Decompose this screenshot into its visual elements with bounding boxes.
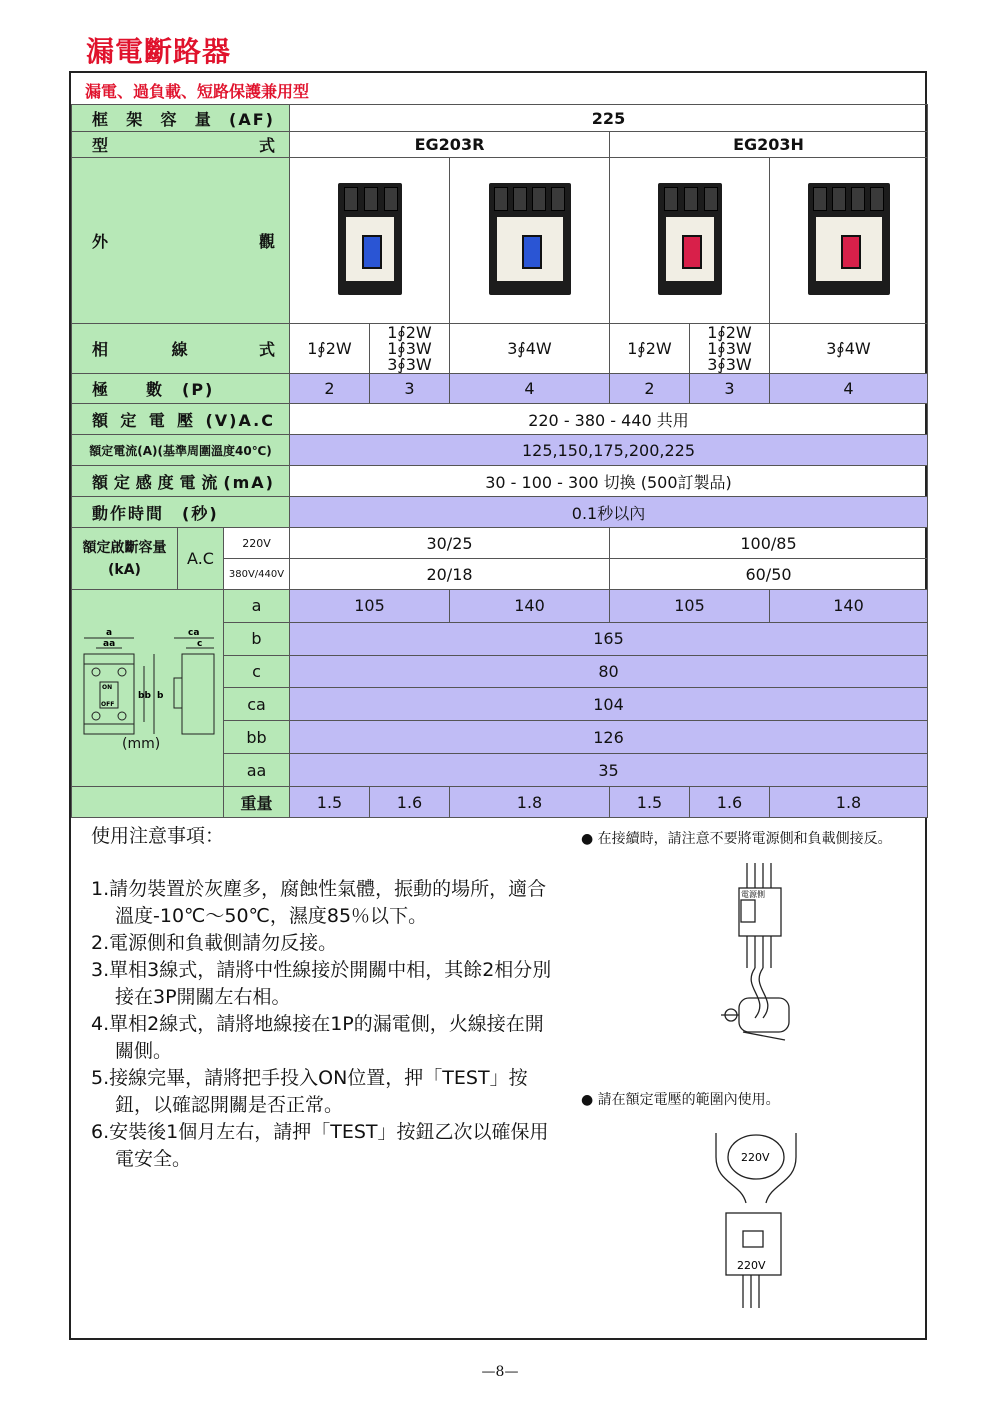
diagram-label-bb: bb xyxy=(138,691,151,701)
dim-label: c xyxy=(224,655,290,688)
diagram-label-b: b xyxy=(157,691,164,701)
weight-cell: 1.8 xyxy=(770,787,928,818)
breaking-cell: 60/50 xyxy=(610,559,928,590)
dim-cell: 105 xyxy=(290,590,450,623)
label-appearance-right: 觀 xyxy=(258,232,275,251)
voltage-220: 220V xyxy=(224,528,290,559)
dimension-diagram-cell xyxy=(72,590,224,787)
poles-cell: 3 xyxy=(690,374,770,404)
spec-table xyxy=(71,104,928,818)
phase-cell: 3∮4W xyxy=(770,324,928,374)
breaker-image xyxy=(489,183,571,295)
row-frame-capacity xyxy=(72,105,928,132)
page-title: 漏電斷路器 xyxy=(86,35,232,68)
page-number: —8— xyxy=(481,1364,519,1380)
diagram-label-a: a xyxy=(106,628,113,638)
value-sensitivity: 30 - 100 - 300 切換 (500訂製品) xyxy=(290,466,928,497)
subtitle: 漏電、過負載、短路保護兼用型 xyxy=(85,82,310,101)
dim-label: a xyxy=(224,590,290,623)
label-poles: 極 數 (P) xyxy=(72,374,290,404)
poles-cell: 2 xyxy=(290,374,370,404)
dim-cell: 35 xyxy=(290,754,928,787)
note-item: 3.單相3線式，請將中性線接於開關中相，其餘2相分別接在3P開關左右相。 xyxy=(91,959,552,1008)
label-breaking-capacity: 額定啟斷容量 (kA) xyxy=(72,528,178,590)
value-rated-current: 125,150,175,200,225 xyxy=(290,435,928,466)
row-poles xyxy=(72,374,928,404)
label-frame-capacity: 框架容量(AF) xyxy=(72,105,290,132)
breaker-image xyxy=(338,183,402,295)
diagram-label-aa: aa xyxy=(103,639,116,649)
dimension-unit: (mm) xyxy=(122,736,161,752)
row-operating-time xyxy=(72,497,928,528)
photo-eg203h-3p xyxy=(610,158,770,324)
value-operating-time: 0.1秒以內 xyxy=(290,497,928,528)
dim-label: b xyxy=(224,622,290,655)
voltage-380-440: 380V/440V xyxy=(224,559,290,590)
value-rated-voltage: 220 - 380 - 440 共用 xyxy=(290,404,928,435)
phase-cell: 3∮4W xyxy=(450,324,610,374)
usage-notes xyxy=(91,821,561,1173)
diagram-label-c: c xyxy=(197,639,203,649)
breaker-image xyxy=(808,183,890,295)
note-item: 4.單相2線式，請將地線接在1P的漏電側，火線接在開關側。 xyxy=(91,1013,544,1062)
label-phase-mid: 線 xyxy=(171,340,188,359)
label-weight: 重量 xyxy=(224,787,290,818)
diagram-label-on: ON xyxy=(102,684,113,691)
poles-cell: 4 xyxy=(770,374,928,404)
weight-cell: 1.5 xyxy=(610,787,690,818)
diagram-label-ca: ca xyxy=(188,628,200,638)
dim-label: aa xyxy=(224,754,290,787)
row-phase-wire xyxy=(72,324,928,374)
photo-eg203h-4p xyxy=(770,158,928,324)
label-model xyxy=(72,132,290,158)
dim-cell: 165 xyxy=(290,622,928,655)
row-rated-voltage xyxy=(72,404,928,435)
dim-cell: 105 xyxy=(610,590,770,623)
note-item: 1.請勿裝置於灰塵多，腐蝕性氣體，振動的場所，適合溫度-10℃～50℃，濕度85％以下。 xyxy=(91,878,547,927)
phase-cell: 1∮2W 1∮3W 3∮3W xyxy=(370,324,450,374)
phase-cell: 1∮2W xyxy=(610,324,690,374)
wiring-diagram-2 xyxy=(711,1133,801,1313)
weight-spacer xyxy=(72,787,224,818)
label-operating-time: 動作時間 (秒) xyxy=(72,497,290,528)
model-eg203r: EG203R xyxy=(290,132,610,158)
breaking-cell: 30/25 xyxy=(290,528,610,559)
row-appearance xyxy=(72,158,928,324)
breaker-image xyxy=(658,183,722,295)
side-note-2: ● 請在額定電壓的範圍內使用。 xyxy=(581,1092,780,1108)
dim-cell: 104 xyxy=(290,688,928,721)
label-sensitivity: 額定感度電流(mA) xyxy=(72,466,290,497)
note-item: 5.接線完畢，請將把手投入ON位置，押「TEST」按鈕，以確認開關是否正常。 xyxy=(91,1067,528,1116)
label-model-right: 式 xyxy=(258,136,275,155)
label-phase-right: 式 xyxy=(258,340,275,359)
poles-cell: 4 xyxy=(450,374,610,404)
label-phase-left: 相 xyxy=(92,340,109,359)
label-appearance-left: 外 xyxy=(92,232,109,251)
photo-eg203r-4p xyxy=(450,158,610,324)
weight-cell: 1.6 xyxy=(370,787,450,818)
phase-cell: 1∮2W 1∮3W 3∮3W xyxy=(690,324,770,374)
label-220v-top: 220V xyxy=(741,1151,770,1164)
label-rated-voltage: 額定電壓(V)A.C xyxy=(72,404,290,435)
weight-cell: 1.8 xyxy=(450,787,610,818)
weight-cell: 1.6 xyxy=(690,787,770,818)
label-power-side: 電源側 xyxy=(741,890,765,899)
notes-heading: 使用注意事項： xyxy=(91,825,225,847)
poles-cell: 2 xyxy=(610,374,690,404)
row-sensitivity xyxy=(72,466,928,497)
spec-frame xyxy=(69,71,927,1340)
row-rated-current xyxy=(72,435,928,466)
breaking-cell: 100/85 xyxy=(610,528,928,559)
label-ac: A.C xyxy=(178,528,224,590)
model-eg203h: EG203H xyxy=(610,132,928,158)
weight-cell: 1.5 xyxy=(290,787,370,818)
row-dim-a xyxy=(72,590,928,623)
dim-cell: 140 xyxy=(770,590,928,623)
row-breaking-220 xyxy=(72,528,928,559)
row-model xyxy=(72,132,928,158)
dim-label: bb xyxy=(224,721,290,754)
diagram-label-off: OFF xyxy=(101,701,115,708)
phase-cell: 1∮2W xyxy=(290,324,370,374)
dim-cell: 126 xyxy=(290,721,928,754)
dim-cell: 80 xyxy=(290,655,928,688)
photo-eg203r-3p xyxy=(290,158,450,324)
poles-cell: 3 xyxy=(370,374,450,404)
label-model-left: 型 xyxy=(92,136,109,155)
label-rated-current: 額定電流(A)(基準周圍溫度40℃) xyxy=(72,435,290,466)
dim-label: ca xyxy=(224,688,290,721)
note-item: 2.電源側和負載側請勿反接。 xyxy=(91,932,338,954)
side-note-1: ● 在接續時，請注意不要將電源側和負載側接反。 xyxy=(581,831,892,847)
row-weight xyxy=(72,787,928,818)
value-frame-capacity: 225 xyxy=(290,105,928,132)
dim-cell: 140 xyxy=(450,590,610,623)
note-item: 6.安裝後1個月左右，請押「TEST」按鈕乙次以確保用電安全。 xyxy=(91,1121,549,1170)
dimension-diagram xyxy=(74,626,224,786)
label-appearance xyxy=(72,158,290,324)
label-220v-bottom: 220V xyxy=(737,1259,766,1272)
wiring-diagram-1 xyxy=(711,858,801,1048)
label-phase-wire xyxy=(72,324,290,374)
breaking-cell: 20/18 xyxy=(290,559,610,590)
